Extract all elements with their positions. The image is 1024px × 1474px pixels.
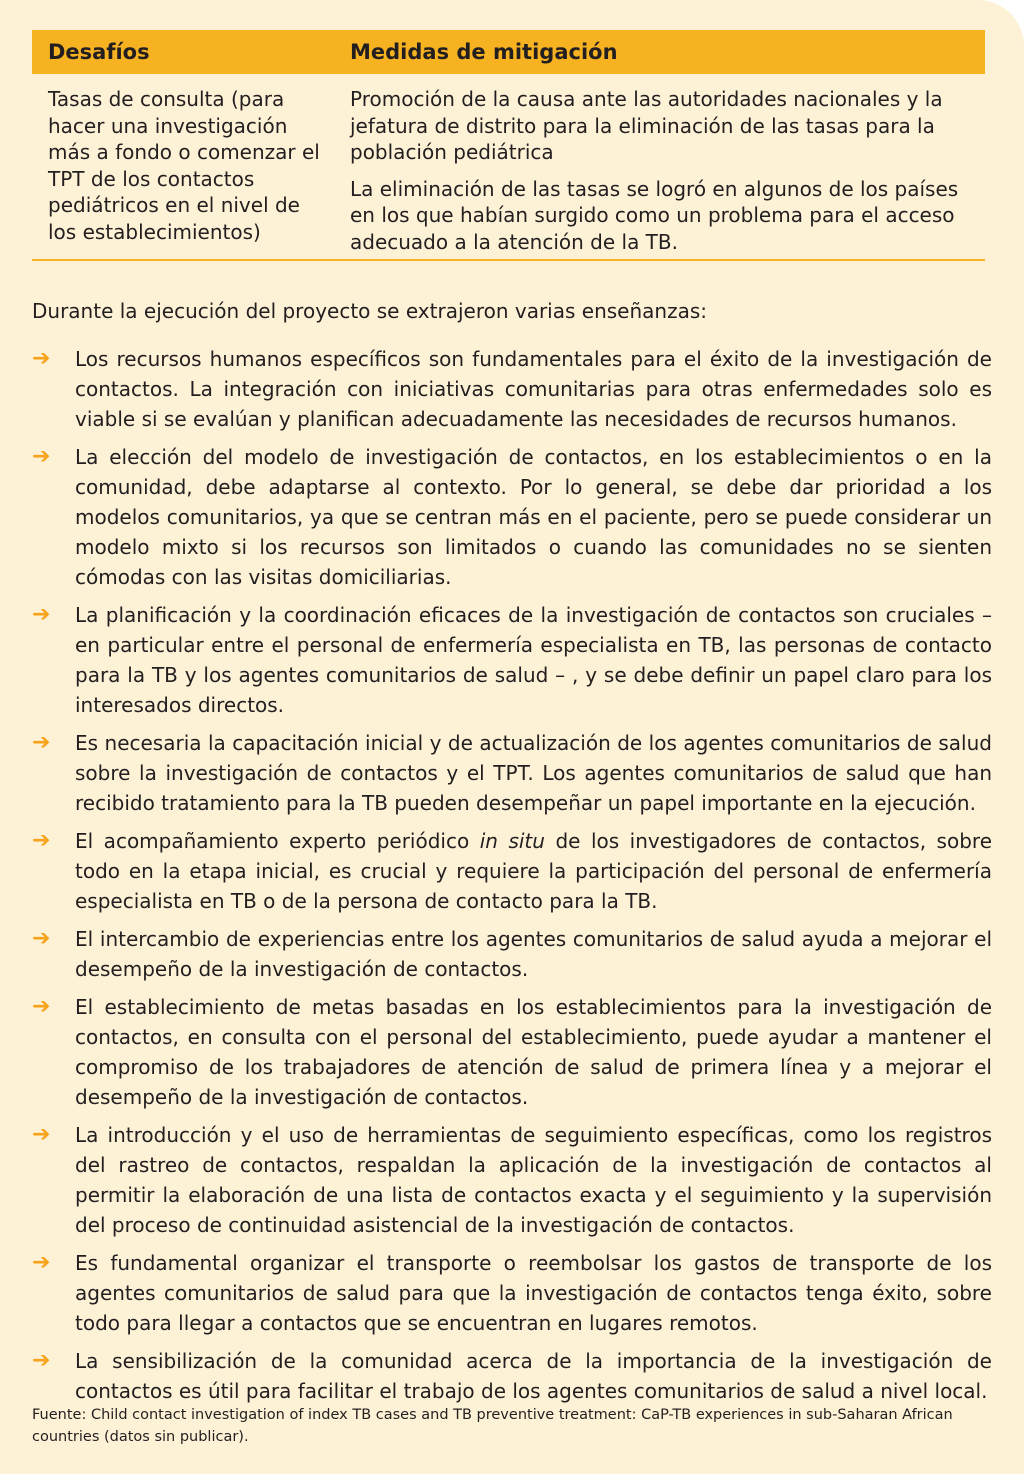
challenge-cell: Tasas de consulta (para hacer una investigación más a fondo o comenzar el TPT de los contactos pediátricos en el nivel de los establecimientos) (48, 87, 320, 244)
lesson-text: Los recursos humanos específicos son fundamentales para el éxito de la investigación de contactos. La integración con iniciativas comunitarias para otras enfermedades solo es viable si se evalúan y planifican adecuadamente las necesidades de recursos humanos. (75, 347, 992, 431)
header-challenges: Desafíos (48, 40, 150, 64)
arrow-right-icon: ➔ (32, 730, 51, 755)
lesson-text-after: de los investigadores de contactos, sobre todo en la etapa inicial, es crucial y requiere la participación del personal de enfermería especialista en TB o de la persona de contacto para la TB. (75, 829, 992, 913)
arrow-right-icon: ➔ (32, 1348, 51, 1373)
lesson-text: El intercambio de experiencias entre los agentes comunitarios de salud ayuda a mejorar el desempeño de la investigación de contactos. (75, 927, 992, 981)
table-bottom-rule (32, 259, 985, 261)
list-item (32, 826, 992, 916)
lesson-text-italic: in situ (479, 829, 545, 853)
lesson-text: La introducción y el uso de herramientas de seguimiento específicas, como los registros del rastreo de contactos, respaldan la aplicación de la investigación de contactos al permitir la elaboración de una lista de contactos exacta y el seguimiento y la supervisión del proceso de continuidad asistencial de la investigación de contactos. (75, 1123, 992, 1237)
lesson-text (75, 829, 992, 913)
mitigation-cell (348, 86, 985, 255)
challenges-table (32, 30, 985, 255)
intro-text: Durante la ejecución del proyecto se extrajeron varias enseñanzas: (32, 299, 707, 323)
arrow-right-icon: ➔ (32, 346, 51, 371)
table-row (32, 74, 985, 255)
lesson-text: Es fundamental organizar el transporte o reembolsar los gastos de transporte de los agentes comunitarios de salud para que la investigación de contactos tenga éxito, sobre todo para llegar a contactos que se encuentran en lugares remotos. (75, 1251, 992, 1335)
arrow-right-icon: ➔ (32, 1250, 51, 1275)
list-item (32, 992, 992, 1112)
lesson-text: Es necesaria la capacitación inicial y de actualización de los agentes comunitarios de salud sobre la investigación de contactos y el TPT. Los agentes comunitarios de salud que han recibido tratamiento para la TB pueden desempeñar un papel importante en la ejecución. (75, 731, 992, 815)
mitigation-text: Promoción de la causa ante las autoridades nacionales y la jefatura de distrito para la eliminación de las tasas para la población pediátrica (350, 87, 943, 164)
arrow-right-icon: ➔ (32, 994, 51, 1019)
list-item (32, 600, 992, 720)
lesson-text-before: El acompañamiento experto periódico (75, 829, 480, 853)
arrow-right-icon: ➔ (32, 1122, 51, 1147)
list-item (32, 728, 992, 818)
lesson-text: La elección del modelo de investigación de contactos, en los establecimientos o en la comunidad, debe adaptarse al contexto. Por lo general, se debe dar prioridad a los modelos comunitarios, ya que se centran más en el paciente, pero se puede considerar un modelo mixto si los recursos son limitados o cuando las comunidades no se sienten cómodas con las visitas domiciliarias. (75, 445, 992, 589)
lesson-text: El establecimiento de metas basadas en los establecimientos para la investigación de contactos, en consulta con el personal del establecimiento, puede ayudar a mantener el compromiso de los trabajadores de atención de salud de primera línea y a mejorar el desempeño de la investigación de contactos. (75, 995, 992, 1109)
lesson-text: La planificación y la coordinación eficaces de la investigación de contactos son cruciales – en particular entre el personal de enfermería especialista en TB, las personas de contacto para la TB y los agentes comunitarios de salud – , y se debe definir un papel claro para los interesados directos. (75, 603, 992, 717)
lesson-text: La sensibilización de la comunidad acerca de la importancia de la investigación de contactos es útil para facilitar el trabajo de los agentes comunitarios de salud a nivel local. (75, 1349, 992, 1403)
source-note: Fuente: Child contact investigation of index TB cases and TB preventive treatment: CaP-TB experiences in sub-Saharan African countries (datos sin publicar). (32, 1407, 953, 1445)
mitigation-text: La eliminación de las tasas se logró en algunos de los países en los que habían surgido como un problema para el acceso adecuado a la atención de la TB. (350, 176, 959, 254)
arrow-right-icon: ➔ (32, 602, 51, 627)
header-mitigation: Medidas de mitigación (350, 40, 618, 64)
list-item (32, 1120, 992, 1240)
list-item (32, 1346, 992, 1406)
list-item (32, 924, 992, 984)
list-item (32, 1248, 992, 1338)
arrow-right-icon: ➔ (32, 926, 51, 951)
list-item (32, 442, 992, 592)
table-header (32, 30, 985, 74)
arrow-right-icon: ➔ (32, 444, 51, 469)
list-item (32, 344, 992, 434)
lessons-list (32, 344, 992, 1414)
arrow-right-icon: ➔ (32, 828, 51, 853)
